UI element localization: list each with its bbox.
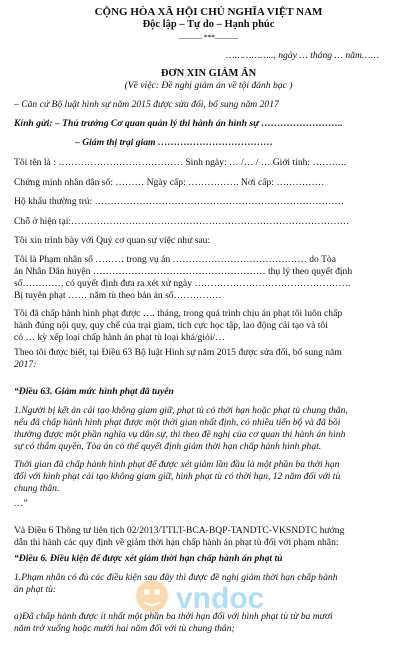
paragraph-line: đối với hình phạt cải tạo không giam giữ, hình phạt tù có thời hạn, 12 năm đối với tù: [14, 471, 341, 482]
article-6-title: “Điều 6. Điều kiện để được xét giảm thời hạn chấp hành án phạt tù: [14, 553, 283, 564]
paragraph-line: án phạt tù:: [14, 584, 57, 595]
paragraph-line: nếu đã chấp hành hình phạt được một thời gian nhất định, có nhiều tiến bộ và đã bồi: [14, 417, 341, 428]
document-title: ĐƠN XIN GIẢM ÁN: [160, 68, 257, 79]
legal-basis: – Căn cứ Bộ luật hình sự năm 2015 được sửa đổi, bổ sung năm 2017: [14, 99, 279, 110]
paragraph-line: hành đúng nội quy, quy chế của trại giam, tích cực học tập, lao động cải tạo và tôi: [14, 320, 328, 331]
watermark-text: vndoc: [176, 582, 265, 615]
paragraph-line: dẫn thi hành các quy định về giảm thời hạn chấp hành án phạt tù đối với phạm nhân:: [14, 537, 339, 548]
id-field: Chứng minh nhân dân số: ……… Ngày cấp: ……………. Nơi cấp: ……………: [14, 177, 325, 188]
vndoc-watermark-logo: [130, 568, 280, 628]
document-subtitle: (Về việc: Đề nghị giảm án về tội đánh bạc ): [124, 80, 293, 91]
article-63-title: “Điều 63. Giảm mức hình phạt đã tuyên: [14, 386, 174, 397]
date-line: …………….., ngày … tháng … năm……: [226, 50, 379, 61]
circular-reference-paragraph: [14, 525, 408, 549]
addressee-line-1: Kính gửi: – Thủ trưởng Cơ quan quản lý thi hành án hình sự ……………………..: [14, 118, 343, 129]
nation-heading: CỘNG HÒA XÃ HỘI CHỦ NGHĨA VIỆT NAM: [94, 6, 323, 18]
paragraph-line: chung thân.: [14, 483, 60, 494]
intro-text: Tôi xin trình bày với Quý cơ quan sự việc như sau:: [14, 235, 211, 246]
article-63-clause-2: [14, 459, 408, 495]
quote-ellipsis: …”: [14, 498, 28, 509]
paragraph-line: 1.Người bị kết án cải tạo không giam giữ, phạt tù có thời hạn hoặc phạt tù chung thân,: [14, 405, 348, 416]
paragraph-line: 2017:: [14, 359, 37, 370]
name-field: Tôi tên là : ………………………………… Sinh ngày: … /… / … Giới tính: ………..: [14, 157, 347, 168]
paragraph-line: số…………, có quyết định đưa ra xét xử ngày ………………………………………….: [14, 278, 351, 289]
case-paragraph: [14, 254, 408, 302]
paragraph-line: 1.Phạm nhân có đủ các điều kiện sau đây thì được đề nghị giảm thời hạn chấp hành: [14, 572, 338, 583]
paragraph-line: án Nhân Dân huyện ……………………………………………… thụ lý theo quyết định: [14, 266, 353, 277]
motto: Độc lập – Tự do – Hạnh phúc: [142, 19, 275, 30]
legal-reference-paragraph: [14, 347, 408, 371]
paragraph-line: Và Điều 6 Thông tư liên tịch 02/2013/TTLT-BCA-BQP-TANDTC-VKSNDTC hướng: [14, 525, 345, 536]
paragraph-line: Thời gian đã chấp hành hình phạt để được xét giảm lần đầu là một phần ba thời hạn: [14, 459, 340, 470]
mascot-icon: [136, 580, 168, 612]
conduct-paragraph: [14, 308, 408, 344]
paragraph-line: thường được một phần nghĩa vụ dân sự, thì theo đề nghị của cơ quan thi hành án hình: [14, 429, 346, 440]
household-field: Hộ khẩu thường trú: ……………………………………………………………………: [14, 196, 345, 207]
addressee-line-2: – Giám thị trại giam ………………………………: [75, 137, 274, 148]
paragraph-line: a)Đã chấp hành được ít nhất một phần ba thời hạn đối với hình phạt tù từ ba mươi: [14, 611, 333, 622]
divider: ——— ***———: [178, 33, 238, 42]
paragraph-line: Tôi đã chấp hành hình phạt được …. tháng, trong quá trình chịu án phạt tôi luôn chấp: [14, 308, 343, 319]
paragraph-line: Bị tuyên phạt …… năm tù theo bản án số……………: [14, 290, 222, 301]
paragraph-line: Theo tôi được biết, tại Điều 63 Bộ luật Hình sự năm 2015 được sửa đổi, bổ sung năm: [14, 347, 342, 358]
paragraph-line: sự có thẩm quyền, Tòa án có thể quyết định giảm thời hạn chấp hành hình phạt.: [14, 441, 322, 452]
paragraph-line: năm trở xuống hoặc mười hai năm đối với tù chung thân;: [14, 623, 235, 634]
article-63-clause-1: [14, 405, 408, 453]
paragraph-line: có … kỳ xếp loại chấp hành án phạt tù loại khá/giỏi/…: [14, 332, 225, 343]
paragraph-line: Tôi là Phạm nhân số ……… trong vụ án …………………………………… do Tòa: [14, 254, 336, 265]
address-field: Chỗ ở hiện tại:……………………………………………………………………………: [14, 216, 350, 227]
